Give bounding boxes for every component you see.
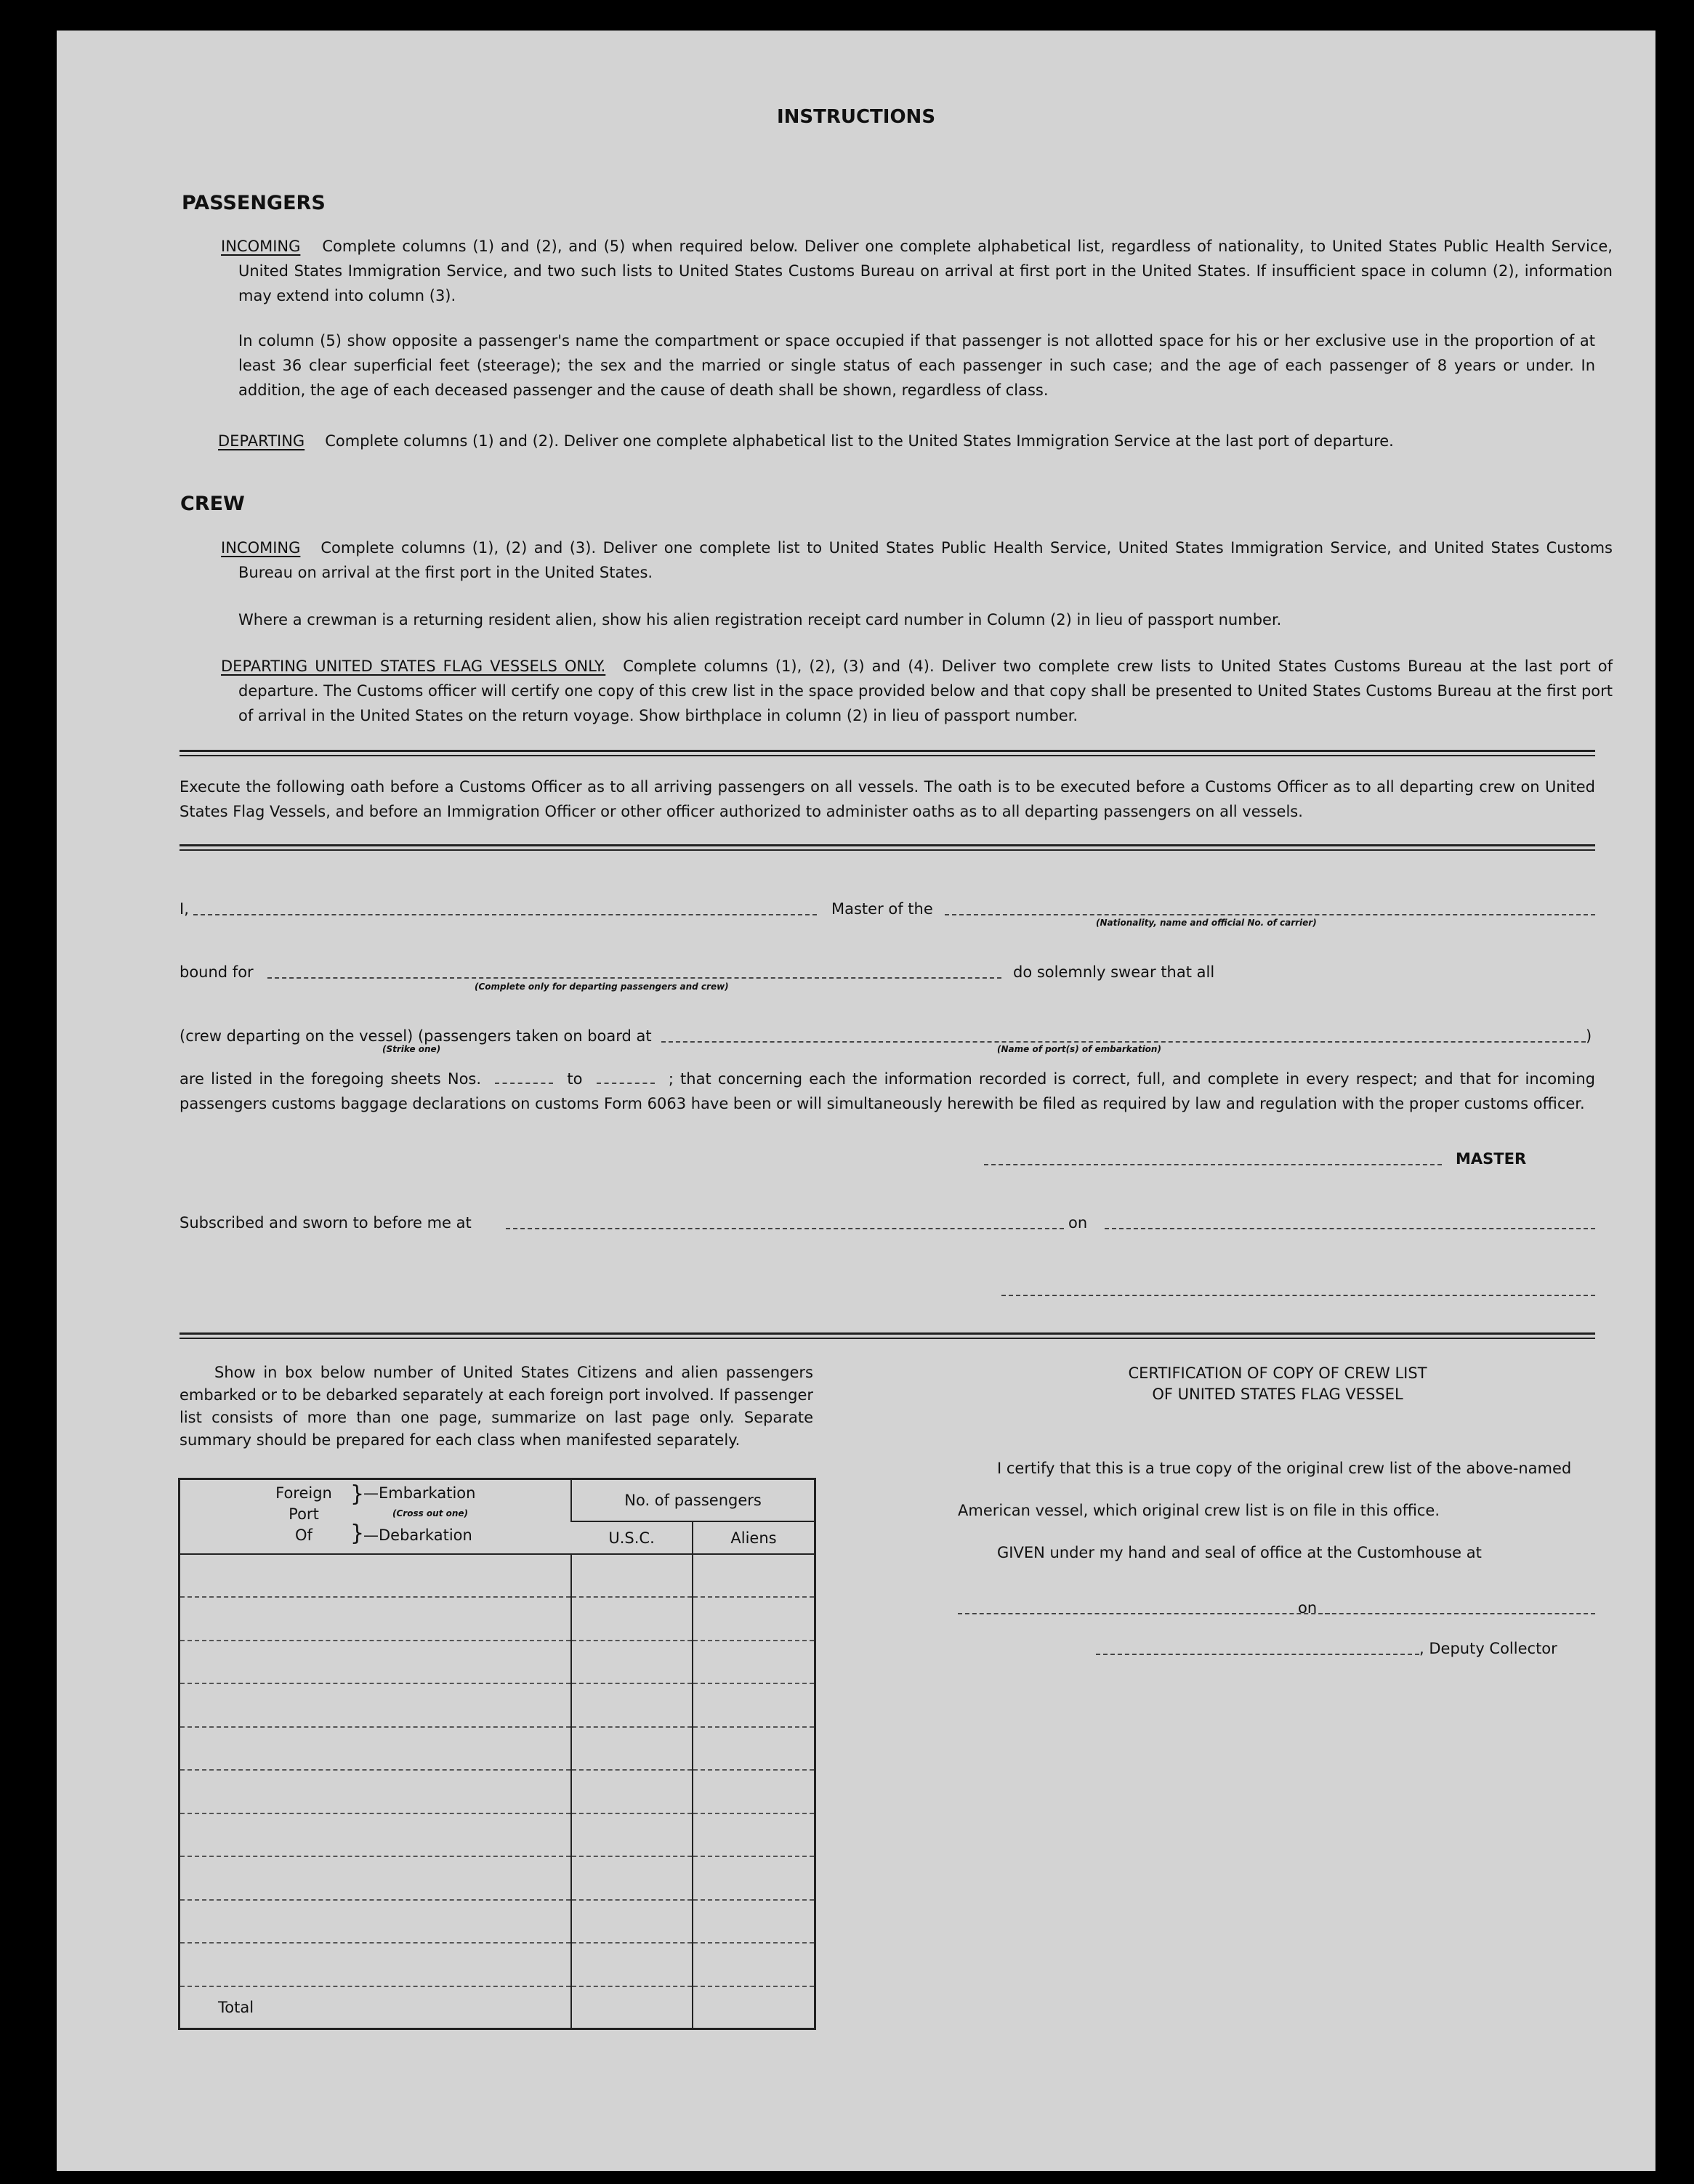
passengers-departing-label: DEPARTING [218,432,305,450]
usc-cell[interactable] [571,1727,693,1771]
passengers-incoming-paragraph [221,234,1613,308]
port-label: Port [289,1505,319,1524]
aliens-cell[interactable] [693,1943,815,1986]
usc-cell[interactable] [571,1770,693,1813]
swear-label: do solemnly swear that all [1013,963,1215,981]
master-signature-field[interactable] [984,1164,1442,1165]
bound-caption: (Complete only for departing passengers and crew) [475,982,729,992]
certification-title-line1: CERTIFICATION OF COPY OF CREW LIST [1128,1364,1427,1382]
sworn-date-field[interactable] [1105,1228,1595,1229]
strike-caption: (Strike one) [382,1044,441,1054]
summary-instructions: Show in box below number of United States Citizens and alien passengers embarked or to be debarked separately at each foreign port involved. If passenger list consists of more than one page, summarize on last page only. Separate summary should be prepared for each class when manifested separately. [180,1364,813,1449]
nationality-caption: (Nationality, name and official No. of carrier) [1096,918,1317,928]
aliens-cell[interactable] [693,1770,815,1813]
vessel-field[interactable] [945,914,1595,915]
port-cell[interactable] [180,1554,572,1598]
aliens-cell[interactable] [693,1856,815,1900]
crew-departing-label: DEPARTING UNITED STATES FLAG VESSELS ONLY. [221,658,606,675]
usc-cell[interactable] [571,1597,693,1641]
listed-label: are listed in the foregoing sheets Nos. [180,1070,482,1088]
brace-icon: } [350,1521,365,1547]
master-name-field[interactable] [193,914,817,915]
close-paren: ) [1586,1027,1592,1045]
sworn-place-field[interactable] [506,1228,1064,1229]
aliens-cell[interactable] [693,1554,815,1598]
total-label: Total [218,1998,254,2016]
usc-cell[interactable] [571,1856,693,1900]
cert-date-field[interactable] [1325,1613,1595,1614]
usc-total-cell[interactable] [571,1986,693,2029]
passengers-heading: PASSENGERS [182,192,326,214]
passengers-incoming-text: Complete columns (1) and (2), and (5) when required below. Deliver one complete alphabetical list, regardless of nationality, to United States Public Health Service, United States Immigration Service, and two such lists to United States Customs Bureau on arrival at first port in the United States. If insufficient space in column (2), information may extend into column (3). [238,238,1613,304]
master-of-label: Master of the [831,900,933,918]
certification-title [958,1363,1597,1405]
oath-instruction: Execute the following oath before a Customs Officer as to all arriving passengers on all vessels. The oath is to be executed before a Customs Officer as to all departing crew on United States Flag Vessels, and before an Immigration Officer or other officer authorized to administer oaths as to all departing passengers on all vessels. [180,778,1595,820]
port-cell[interactable] [180,1597,572,1641]
brace-icon: } [350,1481,365,1508]
crew-incoming-paragraph [221,535,1613,585]
form-sheet [57,31,1655,2171]
crew-incoming-label: INCOMING [221,539,301,557]
usc-cell[interactable] [571,1813,693,1857]
port-cell[interactable] [180,1856,572,1900]
bound-for-field[interactable] [267,977,1001,979]
port-cell[interactable] [180,1683,572,1727]
usc-cell[interactable] [571,1554,693,1598]
foreign-label: Foreign [275,1484,332,1502]
debarkation-label: —Debarkation [363,1526,472,1545]
cert-on-label: on [1298,1599,1318,1617]
crew-departing-paragraph [221,654,1613,728]
page-title: INSTRUCTIONS [776,106,936,128]
sworn-on-label: on [1068,1214,1088,1231]
passenger-summary-table [178,1478,816,2030]
crew-incoming-text: Complete columns (1), (2) and (3). Deliver one complete list to United States Public Health Service, United States Immigration Service, and United States Customs Bureau on arrival at the first port in the United States. [238,539,1613,581]
divider-rule [180,1332,1595,1339]
passengers-departing-paragraph [218,429,1595,453]
crew-departing-text: Complete columns (1), (2), (3) and (4). Deliver two complete crew lists to United States Customs Bureau at the last port of departure. The Customs officer will certify one copy of this crew list in the space provided below and that copy shall be presented to United States Customs Bureau at the first port of arrival in the United States on the return voyage. Show birthplace in column (2) in lieu of passport number. [238,658,1613,724]
divider-rule [180,844,1595,851]
port-cell[interactable] [180,1813,572,1857]
subscribed-label: Subscribed and sworn to before me at [180,1214,472,1231]
bound-for-label: bound for [180,963,254,981]
passengers-incoming-label: INCOMING [221,238,301,255]
port-cell[interactable] [180,1900,572,1944]
usc-cell[interactable] [571,1943,693,1986]
crew-heading: CREW [180,493,245,515]
usc-cell[interactable] [571,1683,693,1727]
given-text: GIVEN under my hand and seal of office at the Customhouse at [997,1544,1482,1561]
crew-resident-paragraph: Where a crewman is a returning resident alien, show his alien registration receipt card number in Column (2) in lieu of passport number. [238,611,1282,628]
certification-title-line2: OF UNITED STATES FLAG VESSEL [1152,1386,1403,1403]
foreign-port-header [180,1480,570,1553]
embarkation-label: —Embarkation [363,1484,476,1502]
customhouse-field[interactable] [958,1613,1330,1614]
usc-cell[interactable] [571,1900,693,1944]
ports-caption: (Name of port(s) of embarkation) [997,1044,1161,1054]
deputy-signature-field[interactable] [1096,1654,1419,1655]
aliens-cell[interactable] [693,1683,815,1727]
usc-header: U.S.C. [571,1521,693,1554]
divider-rule [180,750,1595,756]
no-passengers-header: No. of passengers [571,1479,815,1522]
aliens-header: Aliens [693,1521,815,1554]
sheet-from-field[interactable] [495,1083,553,1084]
deputy-label: , Deputy Collector [1419,1640,1557,1657]
embarkation-ports-field[interactable] [661,1041,1586,1043]
certify-line2: American vessel, which original crew list is on file in this office. [958,1502,1440,1519]
usc-cell[interactable] [571,1641,693,1684]
cross-out-caption: (Cross out one) [392,1508,469,1519]
aliens-cell[interactable] [693,1641,815,1684]
of-label: Of [295,1526,312,1545]
port-cell[interactable] [180,1943,572,1986]
officer-signature-field[interactable] [1001,1295,1595,1296]
aliens-total-cell[interactable] [693,1986,815,2029]
aliens-cell[interactable] [693,1900,815,1944]
port-cell[interactable] [180,1770,572,1813]
master-label: MASTER [1456,1150,1527,1168]
port-cell[interactable] [180,1641,572,1684]
passengers-departing-text: Complete columns (1) and (2). Deliver one complete alphabetical list to the United States Immigration Service at the last port of departure. [325,432,1394,450]
aliens-cell[interactable] [693,1597,815,1641]
port-cell[interactable] [180,1727,572,1771]
listed-paragraph [180,1067,1595,1116]
sheet-to-field[interactable] [597,1083,655,1084]
passengers-column5-paragraph: In column (5) show opposite a passenger's name the compartment or space occupied if that passenger is not allotted space for his or her exclusive use in the proportion of at least 36 clear superficial feet (steerage); the sex and the married or single status of each passenger in such case; and the age of each passenger of 8 years or under. In addition, the age of each deceased passenger and the cause of death shall be shown, regardless of class. [238,332,1595,399]
crew-departing-label: (crew departing on the vessel) (passengers taken on board at [180,1027,652,1045]
to-label: to [567,1070,583,1088]
certify-line1: I certify that this is a true copy of the original crew list of the above-named [997,1460,1572,1477]
aliens-cell[interactable] [693,1813,815,1857]
aliens-cell[interactable] [693,1727,815,1771]
listed-rest: ; that concerning each the information recorded is correct, full, and complete in every respect; and that for incoming passengers customs baggage declarations on customs Form 6063 have been or will simultaneously herewith be filed as required by law and regulation with the proper customs officer. [180,1070,1596,1112]
oath-i-label: I, [180,900,189,918]
